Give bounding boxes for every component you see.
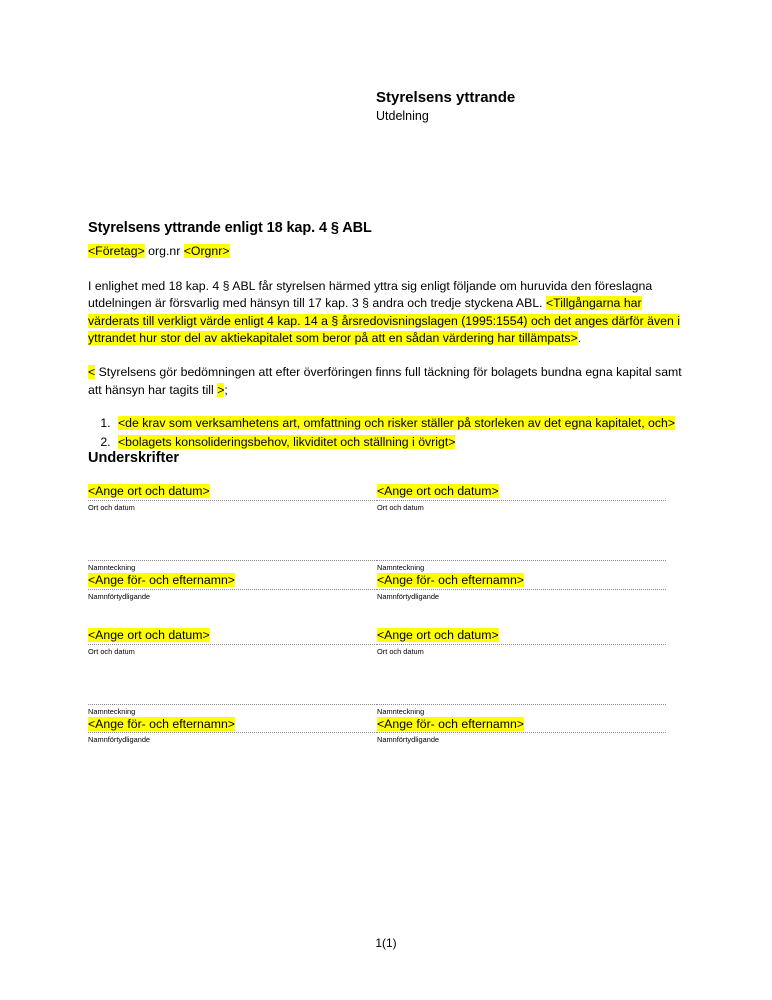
section-heading: Styrelsens yttrande enligt 18 kap. 4 § ABL: [88, 220, 372, 236]
signature-block-1: [88, 484, 377, 602]
paragraph-1-plain-text: I enlighet med 18 kap. 4 § ABL får styrelsen härmed yttra sig enligt följande om huruvida den föreslagna utdelningen är försvarlig med hänsyn till 17 kap. 3 § andra och tredje styckena ABL.: [88, 278, 653, 311]
page-number: 1(1): [375, 936, 397, 950]
signature-line-4[interactable]: [377, 704, 666, 717]
clause-2-text: <bolagets konsolideringsbehov, likviditet och ställning i övrigt>: [118, 435, 456, 450]
handwritten-signature-space-1[interactable]: [88, 513, 377, 560]
name-field-3[interactable]: [88, 717, 377, 746]
signature-caption-1: Namnteckning: [88, 562, 136, 572]
list-item: [114, 415, 684, 433]
name-field-4[interactable]: [377, 717, 666, 746]
orgnr-placeholder: <Orgnr>: [183, 243, 230, 258]
name-rule-3: [88, 732, 377, 733]
handwritten-signature-space-2[interactable]: [377, 513, 666, 560]
list-item: [114, 434, 684, 452]
date-field-2[interactable]: [377, 484, 666, 513]
name-rule-1: [88, 589, 377, 590]
company-name-placeholder: <Företag>: [88, 243, 145, 258]
signature-rule-1: [88, 560, 377, 561]
paragraph-1-trailing-punctuation: .: [577, 331, 582, 346]
document-header: [376, 88, 696, 125]
orgnr-label: org.nr: [148, 243, 181, 258]
statement-paragraph-1: [88, 278, 684, 348]
signature-groups-spacer: [88, 602, 688, 628]
document-body: [88, 219, 684, 453]
signature-block-2: [377, 484, 666, 602]
name-caption-2: Namnförtydligande: [377, 591, 440, 601]
paragraph-2-text: Styrelsens gör bedömningen att efter överföringen finns full täckning för bolagets bundna egna kapital samt att hänsyn har tagits till: [88, 365, 682, 397]
paragraph-2-open-bracket: <: [88, 365, 96, 380]
name-field-2[interactable]: [377, 573, 666, 602]
date-caption-4: Ort och datum: [377, 646, 424, 656]
signature-group-2: [88, 628, 688, 746]
document-title: Styrelsens yttrande: [376, 89, 516, 106]
date-rule-4: [377, 644, 666, 645]
name-rule-4: [377, 732, 666, 733]
name-caption-3: Namnförtydligande: [88, 735, 151, 745]
signature-line-2[interactable]: [377, 560, 666, 573]
signature-line-3[interactable]: [88, 704, 377, 717]
signature-rule-4: [377, 704, 666, 705]
handwritten-signature-space-3[interactable]: [88, 657, 377, 704]
date-value-1: <Ange ort och datum>: [88, 484, 210, 498]
date-rule-1: [88, 500, 377, 501]
date-caption-1: Ort och datum: [88, 502, 135, 512]
name-value-1: <Ange för- och efternamn>: [88, 572, 235, 587]
paragraph-2-close-bracket: >: [217, 382, 225, 397]
date-field-3[interactable]: [88, 628, 377, 657]
date-rule-2: [377, 500, 666, 501]
paragraph-2-trailing-punctuation: ;: [224, 382, 228, 397]
signatures-area: [88, 484, 688, 746]
paragraph-1-highlighted-clause: <Tillgångarna har värderats till verkligt värde enligt 4 kap. 14 a § årsredovisningslagen (1995:1554) och det anges därför även i yttrandet hur stor del av aktiekapitalet som beror på att en sådan värdering har tillämpats>: [88, 296, 680, 346]
signature-caption-4: Namnteckning: [377, 706, 425, 716]
signature-rule-2: [377, 560, 666, 561]
name-caption-1: Namnförtydligande: [88, 591, 151, 601]
date-caption-3: Ort och datum: [88, 646, 135, 656]
name-value-2: <Ange för- och efternamn>: [377, 572, 524, 587]
date-value-2: <Ange ort och datum>: [377, 484, 499, 498]
name-value-4: <Ange för- och efternamn>: [377, 716, 524, 731]
date-field-4[interactable]: [377, 628, 666, 657]
date-rule-3: [88, 644, 377, 645]
signature-caption-3: Namnteckning: [88, 706, 136, 716]
handwritten-signature-space-4[interactable]: [377, 657, 666, 704]
clause-1-text: <de krav som verksamhetens art, omfattning och risker ställer på storleken av det egna kapitalet, och>: [118, 416, 676, 431]
signature-caption-2: Namnteckning: [377, 562, 425, 572]
name-caption-4: Namnförtydligande: [377, 735, 440, 745]
name-rule-2: [377, 589, 666, 590]
name-field-1[interactable]: [88, 573, 377, 602]
date-caption-2: Ort och datum: [377, 502, 424, 512]
signature-block-3: [88, 628, 377, 746]
signature-line-1[interactable]: [88, 560, 377, 573]
date-field-1[interactable]: [88, 484, 377, 513]
statement-paragraph-2: [88, 364, 684, 399]
clause-list: [88, 415, 684, 452]
company-identification-line: [88, 243, 684, 261]
name-value-3: <Ange för- och efternamn>: [88, 716, 235, 731]
signature-group-1: [88, 484, 688, 602]
document-subtitle: Utdelning: [376, 109, 429, 124]
signature-block-4: [377, 628, 666, 746]
page-footer: [0, 936, 772, 950]
signature-rule-3: [88, 704, 377, 705]
date-value-4: <Ange ort och datum>: [377, 627, 499, 642]
date-value-3: <Ange ort och datum>: [88, 627, 210, 642]
signatures-heading: Underskrifter: [88, 450, 180, 466]
